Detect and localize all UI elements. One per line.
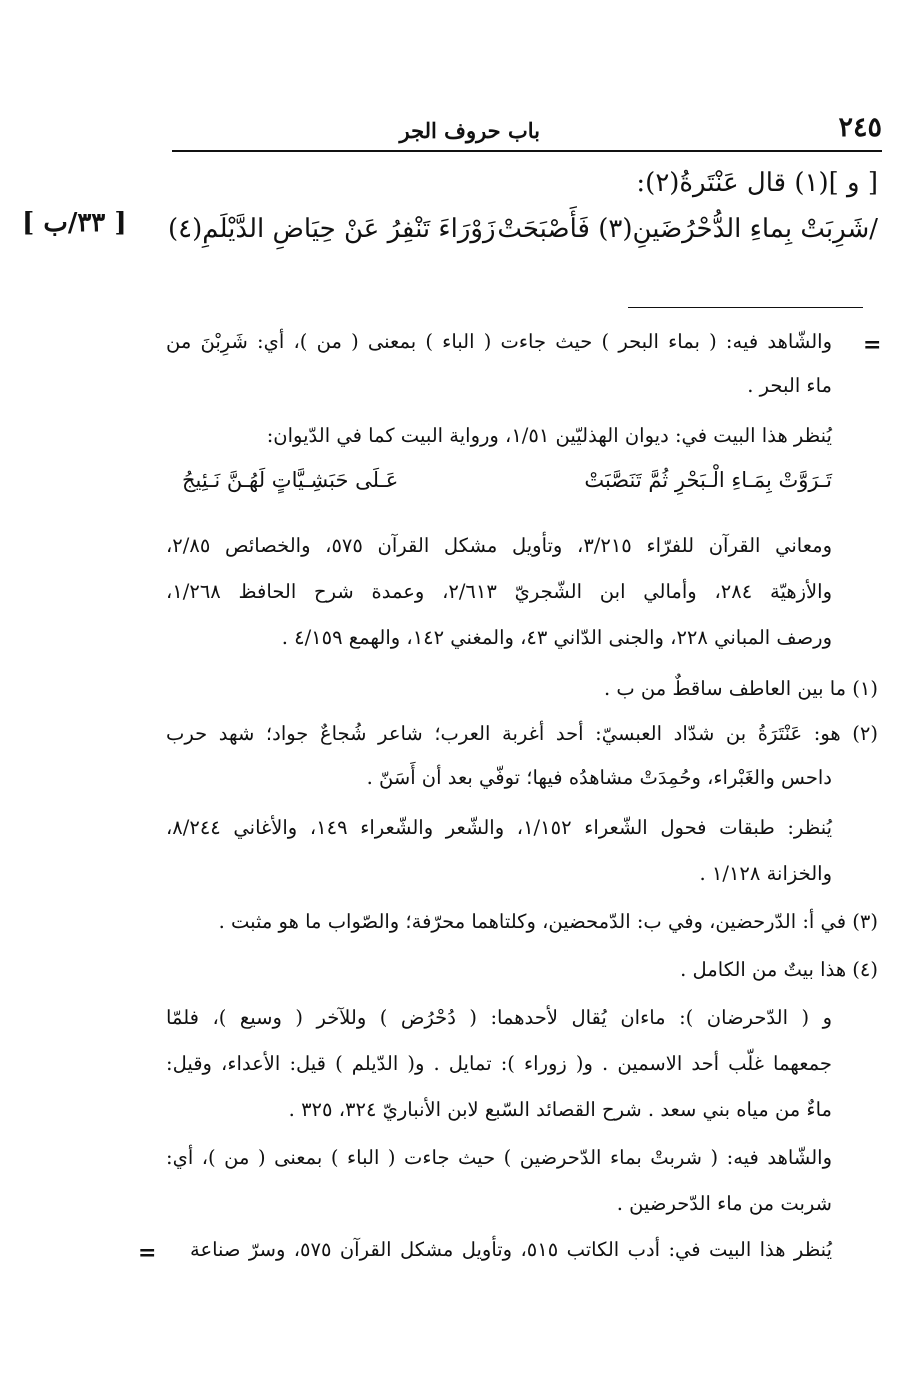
footnote-4-line-5: والشّاهد فيه: ( شربتْ بماء الدّحرضين ) حيث جاءت ( الباء ) بمعنى ( من )، أي: [166, 1146, 832, 1169]
references-line-2: ومعاني القرآن للفرّاء ٣/٢١٥، وتأويل مشكل القرآن ٥٧٥، والخصائص ٢/٨٥، [166, 534, 832, 557]
intro-line: [ و ](١) قال عَنْتَرةُ(٢): [636, 168, 878, 198]
verse-first-hemistich: /شَرِبَتْ بِماءِ الدُّحْرُضَينِ(٣) فَأَصْبَحَتْ [497, 214, 878, 244]
footnote-1: (١) ما بين العاطف ساقطٌ من ب . [603, 677, 878, 700]
page-number: ٢٤٥ [838, 112, 882, 143]
footnote-4-line-4: ماءٌ من مياه بني سعد . شرح القصائد السّبع لابن الأنباريّ ٣٢٤، ٣٢٥ . [288, 1098, 832, 1121]
footnote-separator [628, 307, 863, 308]
footnote-4-line-3: جمعهما غلّب أحد الاسمين . و( زوراء ): تمايل . و( الدّيلم ) قيل: الأعداء، وقيل: [166, 1052, 832, 1075]
verse-second-hemistich: زَوْرَاءَ تَنْفِرُ عَنْ حِيَاضِ الدَّيْلَمِ(٤) [168, 214, 496, 244]
footnote-2-line-2: داحس والغَبْراء، وحُمِدَتْ مشاهدُه فيها؛ توفّي بعد أن أَسَنّ . [366, 766, 832, 789]
footnote-2-line-4: والخزانة ١/١٢٨ . [699, 862, 832, 885]
footnote-4-line-7: يُنظر هذا البيت في: أدب الكاتب ٥١٥، وتأويل مشكل القرآن ٥٧٥، وسرّ صناعة [190, 1238, 832, 1261]
shahid-line-2: ماء البحر . [747, 374, 832, 397]
footnote-2-line-3: يُنظر: طبقات فحول الشّعراء ١/١٥٢، والشّعر والشّعراء ١٤٩، والأغاني ٨/٢٤٤، [166, 816, 833, 839]
quoted-verse-first-hemistich: تَـرَوَّتْ بِمَـاءِ الْـبَحْرِ ثُمَّ تَنَصَّبَتْ [584, 468, 832, 492]
footnote-2-line-1: (٢) هو: عَنْتَرَةُ بن شدّاد العبسيّ: أحد أغربة العرب؛ شاعر شُجاعٌ جواد؛ شهد حرب [166, 722, 878, 745]
references-line-3: والأزهيّة ٢٨٤، وأمالي ابن الشّجريّ ٢/٦١٣، وعمدة شرح الحافظ ١/٢٦٨، [166, 580, 832, 603]
footnote-4-line-6: شربت من ماء الدّحرضين . [616, 1192, 832, 1215]
manuscript-folio-marker: [ ٣٣/ب ] [22, 208, 127, 238]
references-line-1: يُنظر هذا البيت في: ديوان الهذليّين ١/٥١، ورواية البيت كما في الدّيوان: [266, 424, 832, 447]
footnote-3: (٣) في أ: الدّرحضين، وفي ب: الدّمحضين، وكلتاهما محرّفة؛ والصّواب ما هو مثبت . [218, 910, 878, 933]
header-divider [172, 150, 882, 152]
quoted-verse-second-hemistich: عَـلَى حَبَشِـيَّاتٍ لَهُـنَّ نَـئِيجُ [182, 468, 399, 492]
chapter-title: باب حروف الجر [399, 118, 540, 143]
shahid-line-1: والشّاهد فيه: ( بماء البحر ) حيث جاءت ( الباء ) بمعنى ( من )، أي: شَرِبْنَ من [166, 330, 832, 353]
continuation-mark-bottom: = [138, 1240, 157, 1266]
continuation-mark-top: = [863, 332, 882, 358]
references-line-4: ورصف المباني ٢٢٨، والجنى الدّاني ٤٣، والمغني ١٤٢، والهمع ٤/١٥٩ . [281, 626, 832, 649]
footnote-4-line-1: (٤) هذا بيتٌ من الكامل . [680, 958, 878, 981]
footnote-4-line-2: و ( الدّحرضان ): ماءان يُقال لأحدهما: ( دُحْرُض ) وللآخر ( وسيع )، فلمّا [166, 1006, 832, 1029]
